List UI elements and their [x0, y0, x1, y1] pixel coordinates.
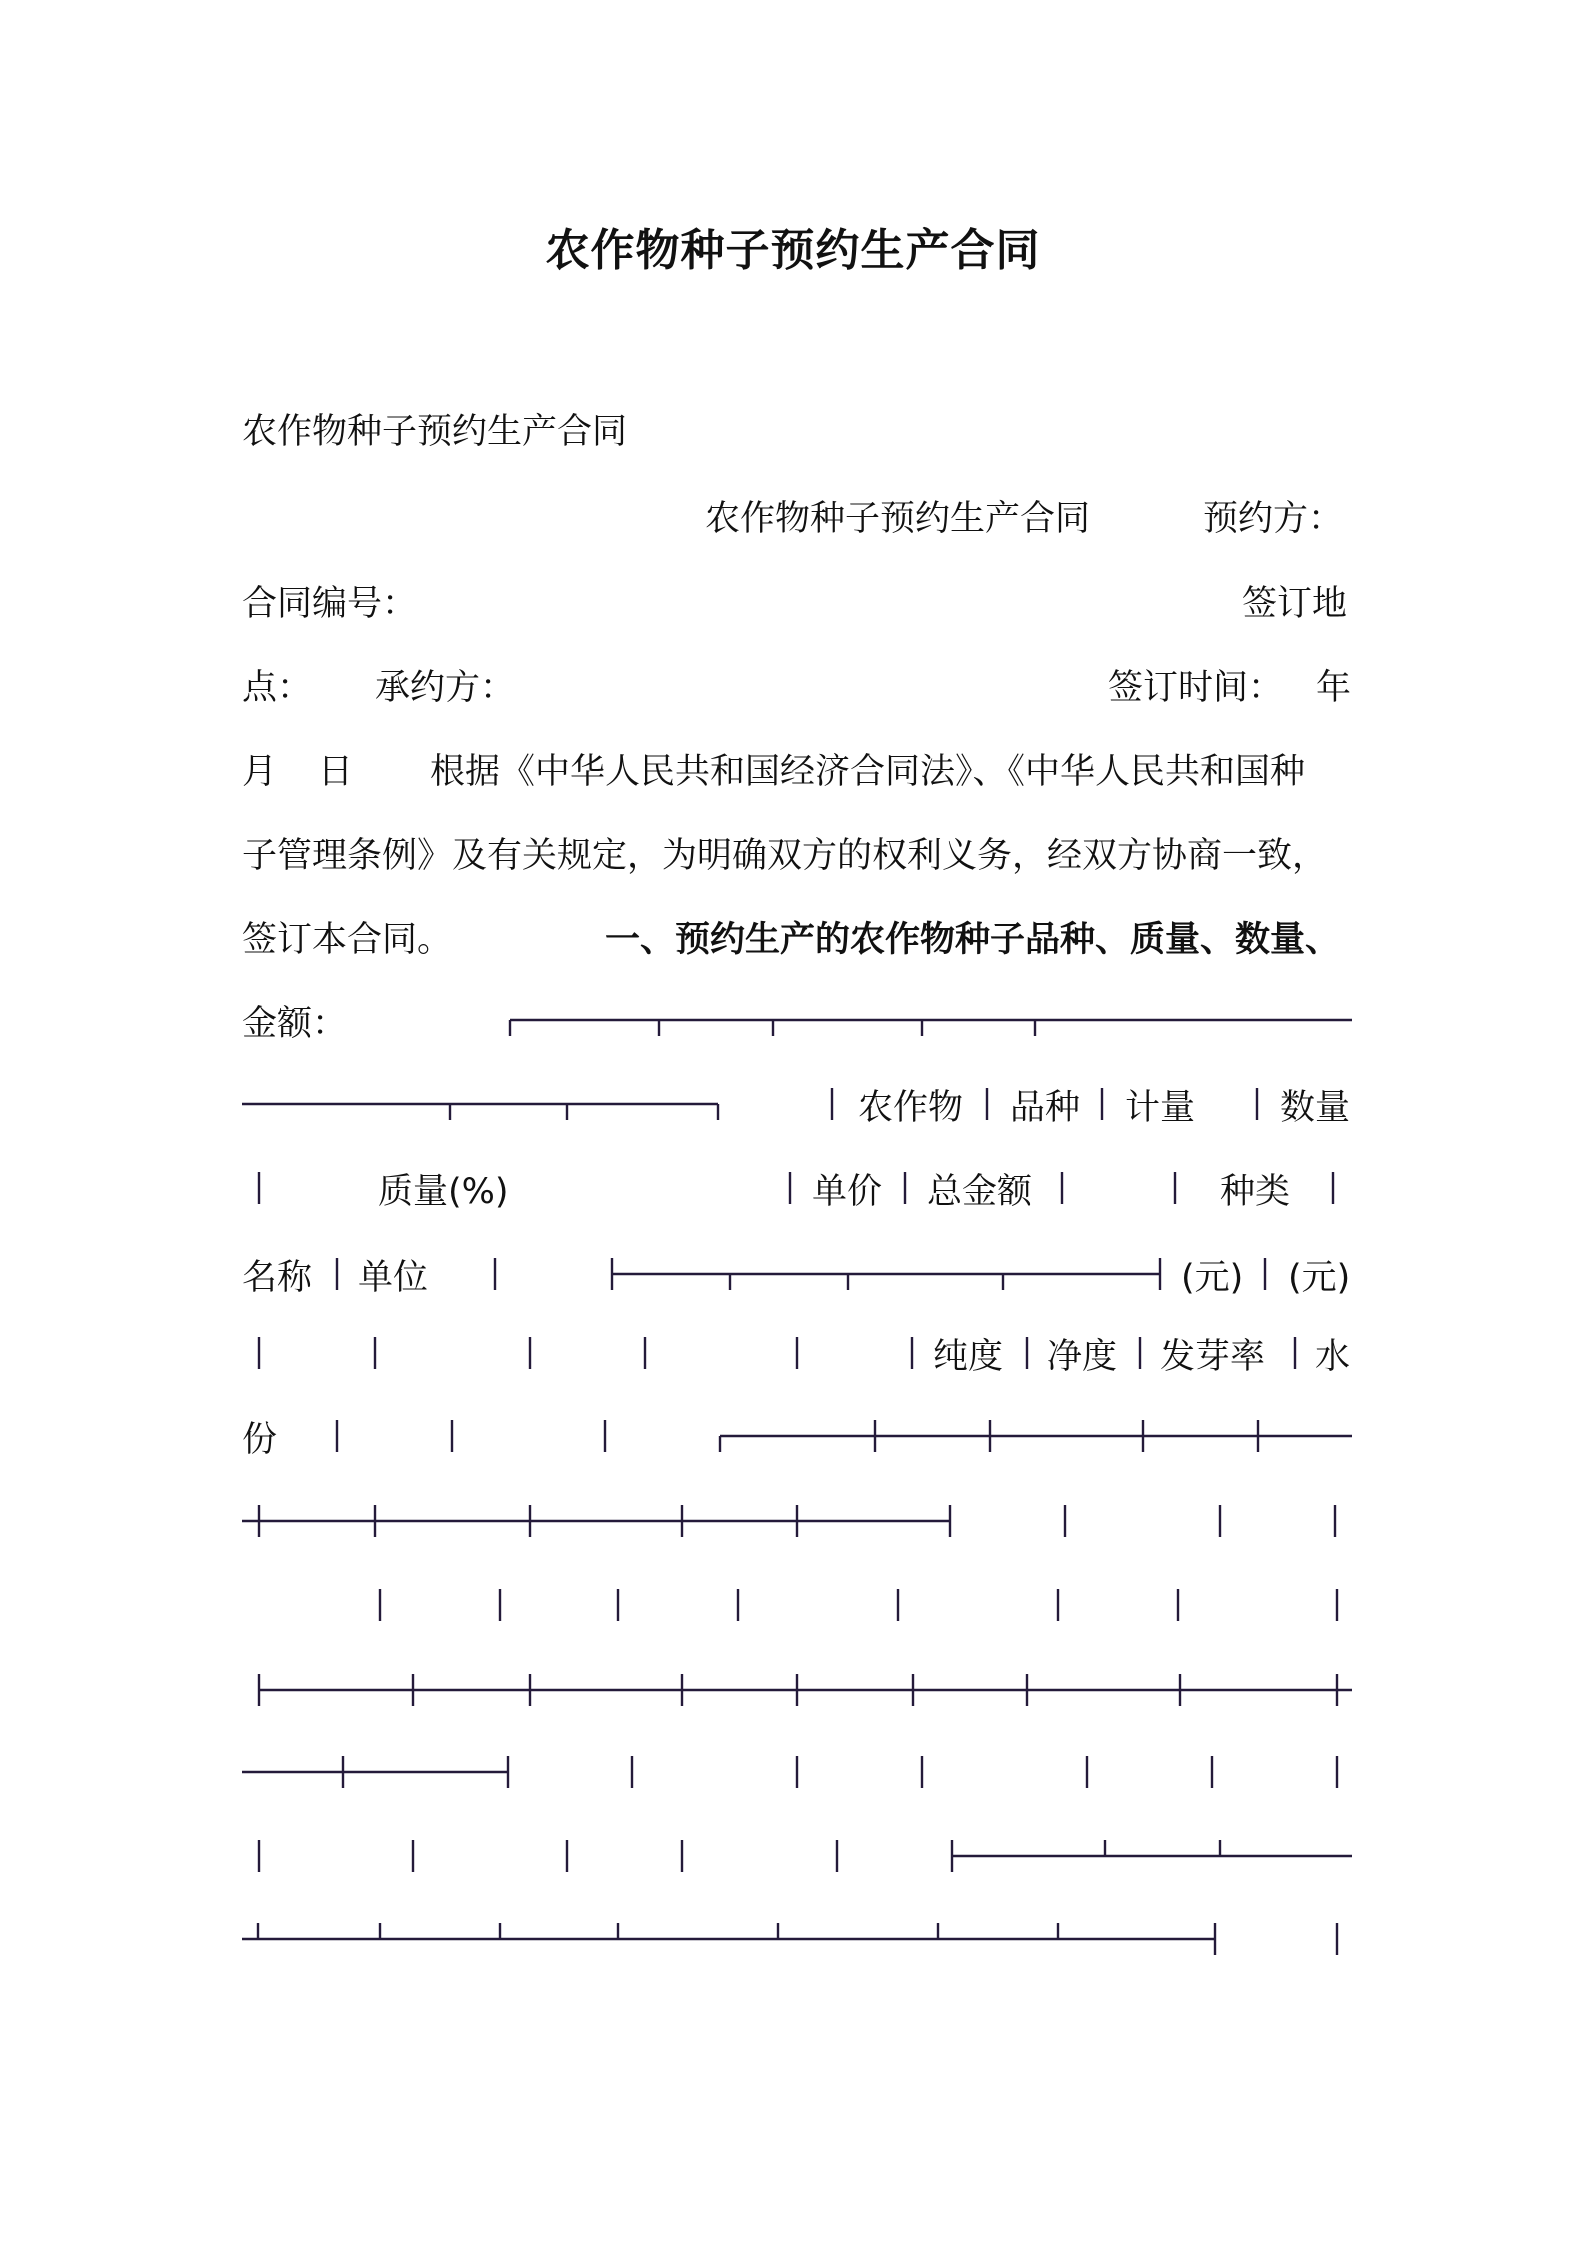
col-cleanliness-label: 净度	[1047, 1337, 1118, 1377]
col-moisture-label: 水	[1315, 1337, 1351, 1377]
col-crop-label: 农作物	[858, 1088, 964, 1128]
col-variety-label: 品种	[1010, 1088, 1081, 1128]
col-quality-label: 质量(%)	[378, 1172, 509, 1212]
document-subtitle: 农作物种子预约生产合同	[242, 412, 628, 452]
col-germination-label: 发芽率	[1160, 1337, 1266, 1377]
col-unit-measure-label: 计量	[1125, 1088, 1196, 1128]
col-total-label: 总金额	[927, 1172, 1033, 1212]
col-unit-price-label: 单价	[812, 1172, 883, 1212]
section-1-heading-cont: 金额：	[242, 1004, 348, 1044]
contract-no-label: 合同编号：	[242, 584, 418, 624]
col-quantity-label: 数量	[1280, 1088, 1351, 1128]
contractor-label: 承约方：	[375, 668, 516, 708]
col-yuan-2: (元)	[1288, 1258, 1351, 1298]
year-label: 年	[1316, 668, 1352, 708]
day-label: 日	[318, 752, 354, 792]
sign-place-label: 签订地	[1242, 584, 1348, 624]
header-contract-name: 农作物种子预约生产合同	[705, 499, 1091, 539]
section-1-heading: 一、预约生产的农作物种子品种、质量、数量、	[605, 920, 1341, 960]
reserver-label: 预约方：	[1203, 499, 1344, 539]
col-name-label: 名称	[242, 1258, 313, 1298]
document-title: 农作物种子预约生产合同	[545, 225, 1041, 276]
sign-place-label-cont: 点：	[242, 668, 313, 708]
sign-time-label: 签订时间：	[1108, 668, 1284, 708]
preamble-line-2: 子管理条例》及有关规定，为明确双方的权利义务，经双方协商一致，	[242, 836, 1328, 876]
preamble-line-3: 签订本合同。	[242, 920, 453, 960]
col-yuan-1: (元)	[1181, 1258, 1244, 1298]
col-purity-label: 纯度	[933, 1337, 1004, 1377]
month-label: 月	[242, 752, 278, 792]
col-unit-label: 单位	[358, 1258, 429, 1298]
preamble-line-1: 根据《中华人民共和国经济合同法》、《中华人民共和国种	[430, 752, 1306, 792]
col-kind-label: 种类	[1220, 1172, 1291, 1212]
col-moisture-label-cont: 份	[242, 1420, 278, 1460]
